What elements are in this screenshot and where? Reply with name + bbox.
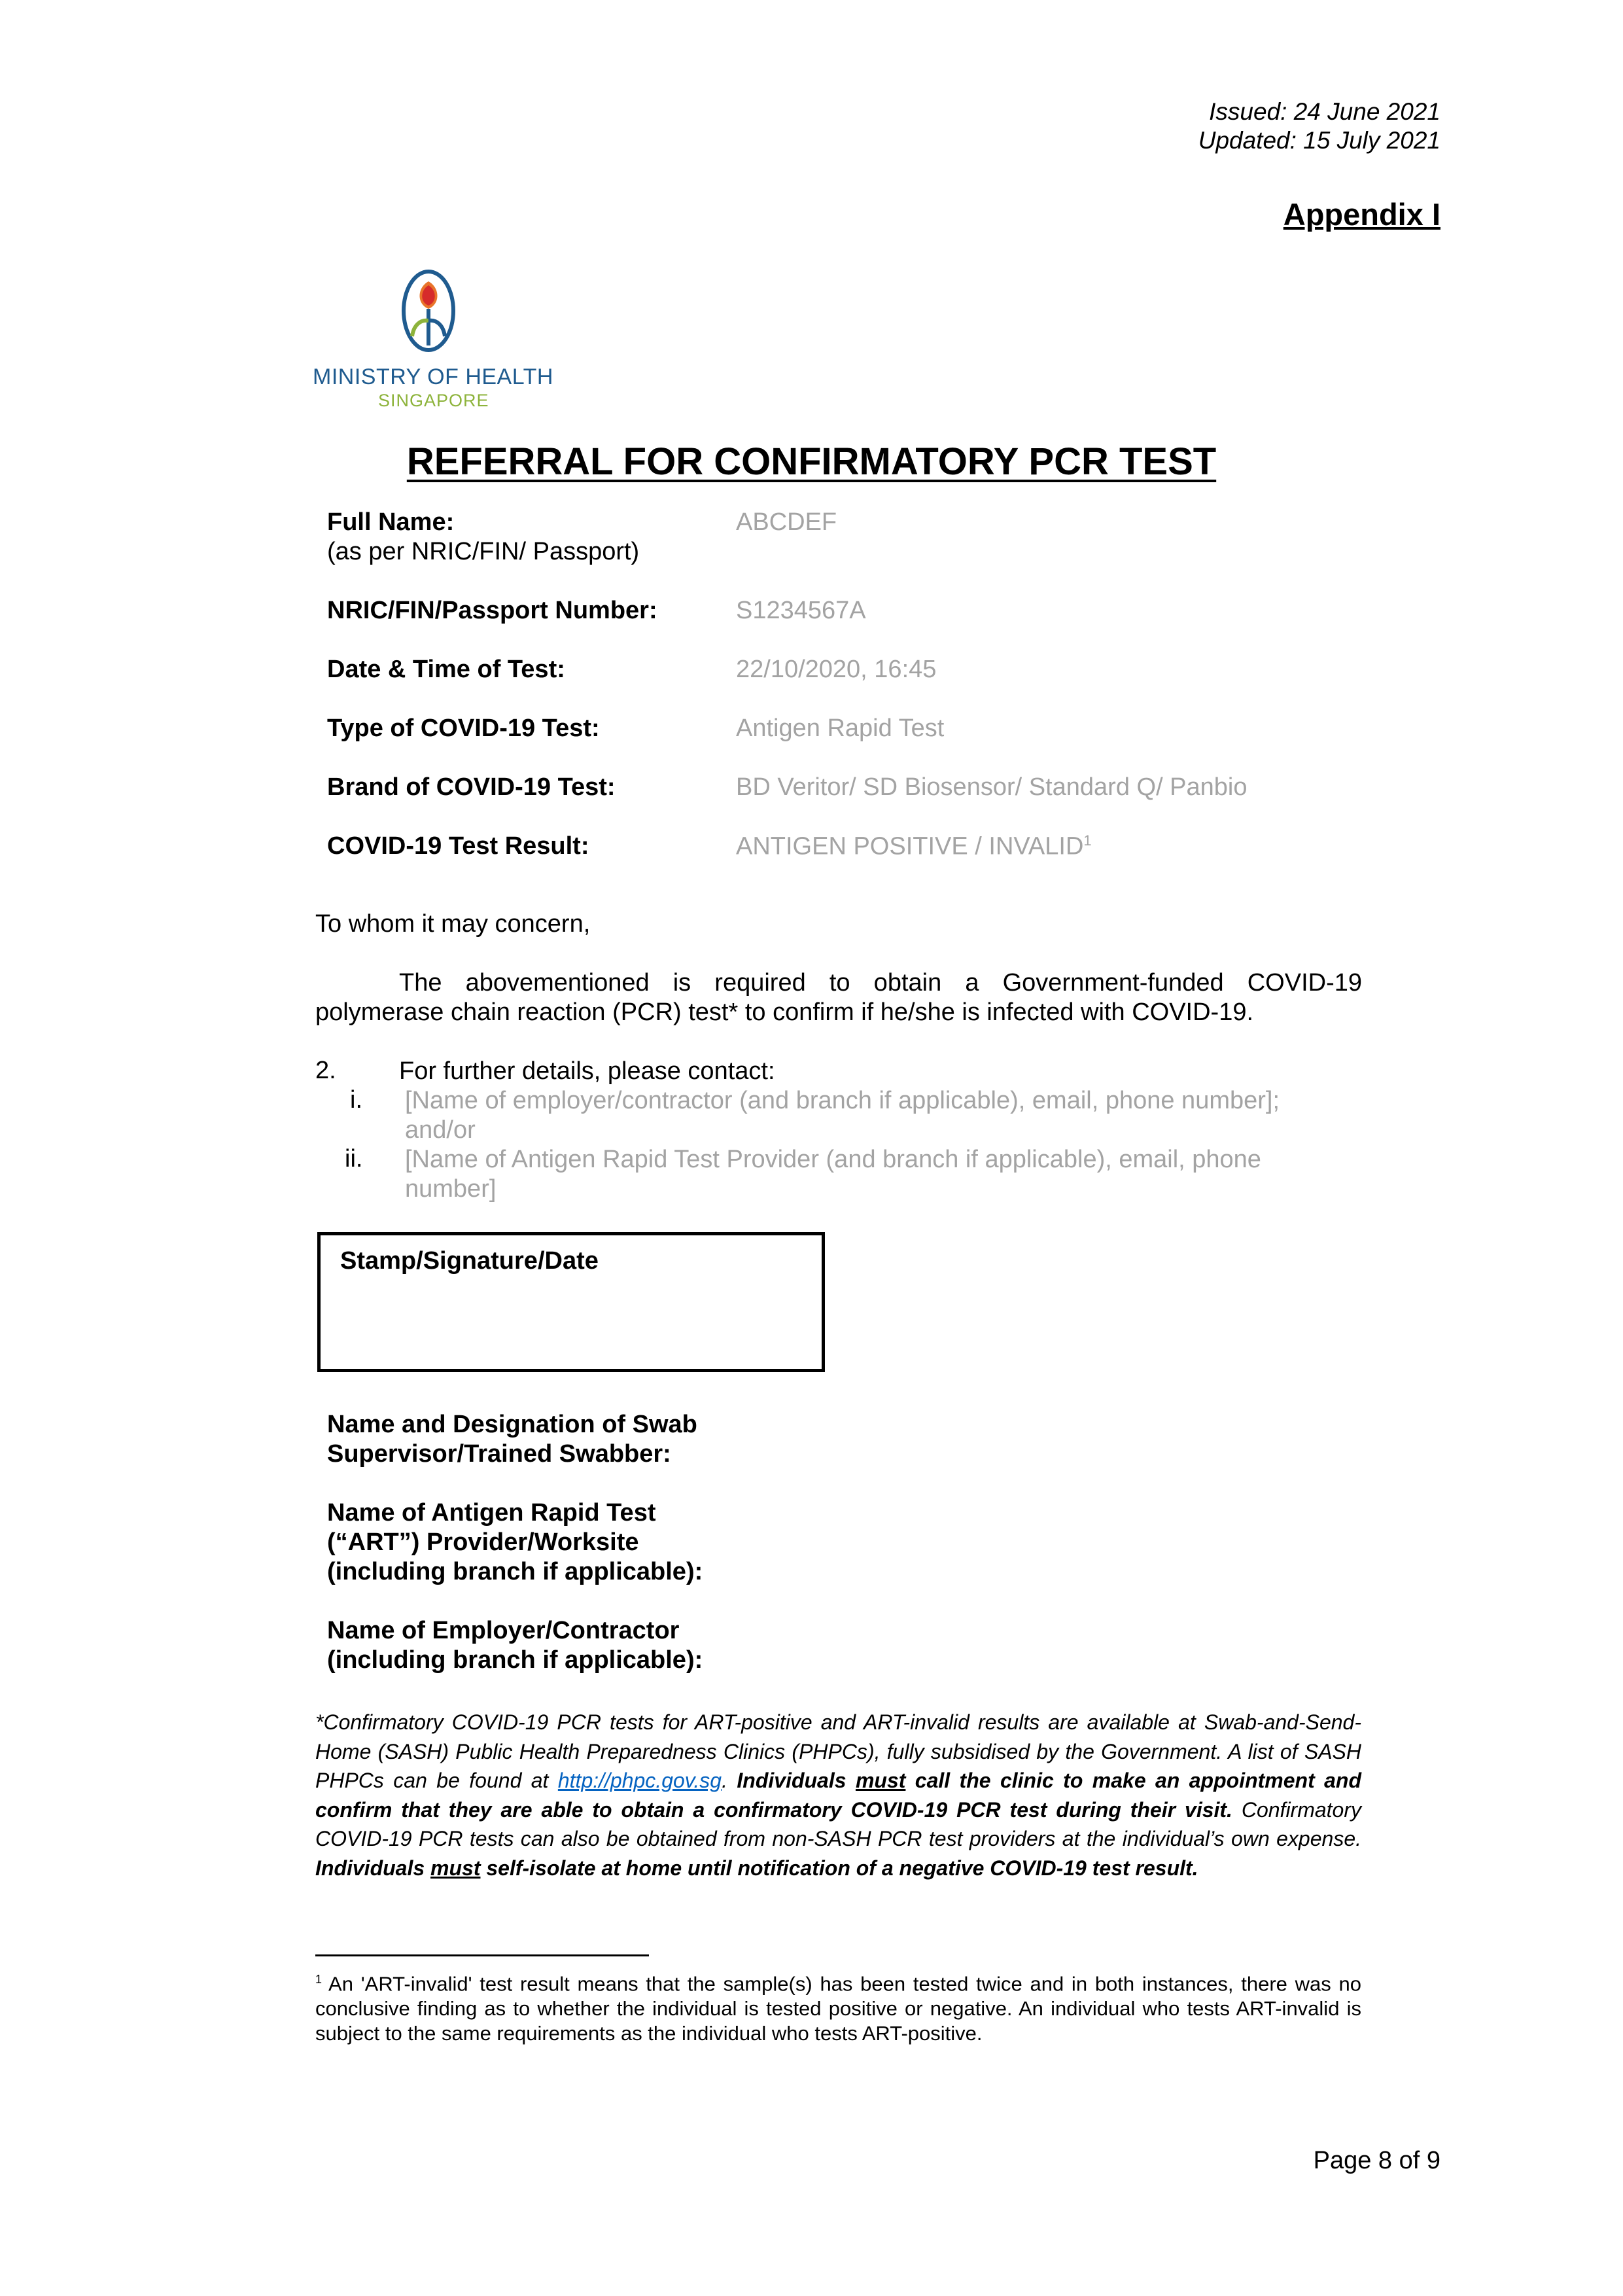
footnote-divider [315,1954,649,1956]
employer-label: Name of Employer/Contractor (including branch if applicable): [327,1617,703,1674]
test-type-label: Type of COVID-19 Test: [327,715,600,742]
contact-2-number: ii. [345,1145,363,1173]
test-brand-label: Brand of COVID-19 Test: [327,773,616,801]
datetime-value: 22/10/2020, 16:45 [736,656,937,683]
test-result-label: COVID-19 Test Result: [327,832,589,860]
art-provider-label: Name of Antigen Rapid Test (“ART”) Provider/Worksite (including branch if applicable): [327,1499,703,1585]
contact-2-text: [Name of Antigen Rapid Test Provider (and branch if applicable), email, phone number] [405,1146,1261,1203]
salutation: To whom it may concern, [315,910,591,938]
test-result-value: ANTIGEN POSITIVE / INVALID$^1$ [736,832,1092,860]
test-brand-value: BD Veritor/ SD Biosensor/ Standard Q/ Panbio [736,773,1248,801]
document-title: REFERRAL FOR CONFIRMATORY PCR TEST [406,440,1217,483]
paragraph-1: The abovementioned is required to obtain a Government-funded COVID-19 polymerase chain reaction (PCR) test* to confirm if he/she is infected with COVID-19. [315,969,1362,1026]
pcr-note: *Confirmatory COVID-19 PCR tests for ART-positive and ART-invalid results are available at Swab-and-Send-Home (SASH) Public Health Preparedness Clinics (PHPCs), fully subsidised by the Government. A list of SASH PHPCs can be found at http://phpc.gov.sg. Individuals must call the clinic to make an appointment and confirm that they are able to obtain a confirmatory COVID-19 PCR test during their visit. Confirmatory COVID-19 PCR tests can also be obtained from non-SASH PCR test providers at the individual’s own expense. Individuals must self-isolate at home until notification of a negative COVID-19 test result. [315,1710,1362,1880]
phpc-link[interactable]: http://phpc.gov.sg [557,1769,722,1792]
page-number: Page 8 of 9 [1313,2147,1440,2174]
nric-value: S1234567A [736,597,866,624]
full-name-sublabel: (as per NRIC/FIN/ Passport) [327,538,640,565]
test-type-value: Antigen Rapid Test [736,715,945,742]
paragraph-2: For further details, please contact: [399,1057,775,1085]
updated-date: Updated: 15 July 2021 [1198,127,1440,154]
stamp-signature-box [317,1232,825,1372]
moh-logo-icon [400,268,457,353]
ministry-name: MINISTRY OF HEALTH [313,364,553,389]
full-name-value: ABCDEF [736,508,837,536]
supervisor-label: Name and Designation of Swab Supervisor/Trained Swabber: [327,1411,697,1468]
footnote: $^1$ An 'ART-invalid' test result means that the sample(s) has been tested twice and in both instances, there was no conclusive finding as to whether the individual is tested positive or negative. An individual who tests ART-invalid is subject to the same requirements as the individual who tests ART-positive. [315,1972,1361,2045]
nric-label: NRIC/FIN/Passport Number: [327,597,657,624]
appendix-label: Appendix I [1283,197,1440,232]
datetime-label: Date & Time of Test: [327,656,565,683]
full-name-label: Full Name: [327,508,455,536]
issued-date: Issued: 24 June 2021 [1209,98,1440,125]
contact-1-text: [Name of employer/contractor (and branch if applicable), email, phone number]; and/or [405,1087,1280,1144]
paragraph-2-number: 2. [315,1057,336,1084]
stamp-label: Stamp/Signature/Date [340,1247,599,1275]
footnote-ref: 1 [1083,832,1092,849]
ministry-country: SINGAPORE [378,391,489,410]
contact-1-number: i. [350,1086,362,1114]
